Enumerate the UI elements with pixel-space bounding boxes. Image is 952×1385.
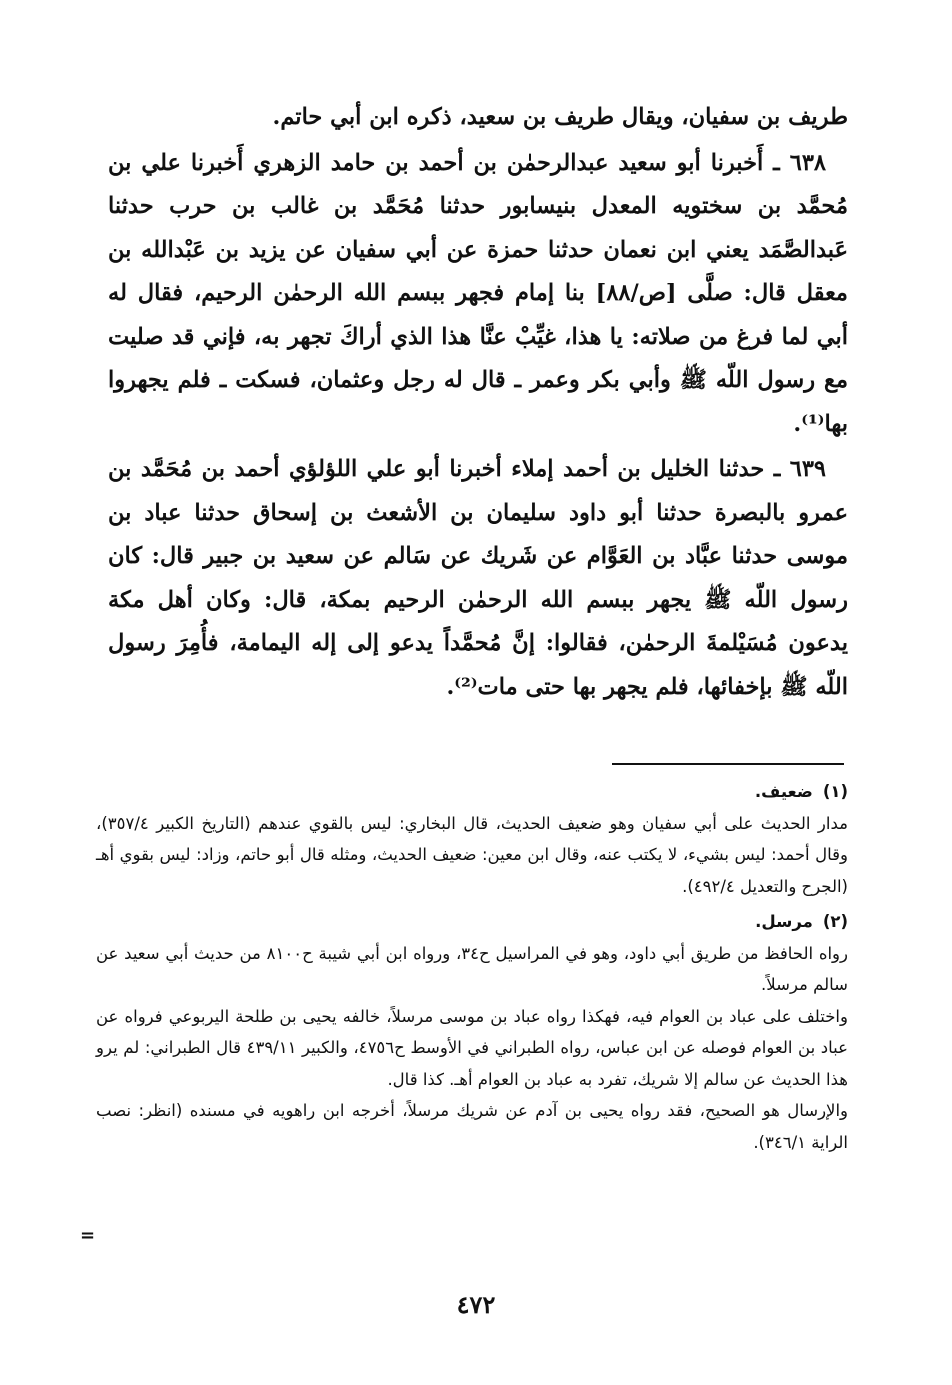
footnote-divider — [612, 763, 844, 765]
continuation-mark: = — [80, 1225, 96, 1246]
footnote-header — [96, 906, 848, 938]
footnote-number: (٢) — [822, 912, 848, 931]
hadith-639: ٦٣٩ ـ حدثنا الخليل بن أحمد إملاء أخبرنا أبو علي اللؤلؤي أحمد بن مُحَمَّد بن عمرو بالبصرة حدثنا أبو داود سليمان بن الأشعث بن إسحاق حدثنا عباد بن موسى حدثنا عبَّاد بن العَوَّام عن شَريك عن سَالم عن سعيد بن جبير قال: كان رسول اللّه ﷺ يجهر ببسم الله الرحمٰن الرحيم بمكة، قال: وكان أهل مكة يدعون مُسَيْلمةَ الرحمٰن، فقالوا: إنَّ مُحمَّداً يدعو إلى إله اليمامة، فأُمِرَ رسول اللّه ﷺ بإخفائها، فلم يجهر بها حتى مات⁽²⁾. — [108, 456, 848, 700]
footnote-body — [96, 938, 848, 1159]
main-text — [108, 96, 848, 709]
footnote-header — [96, 776, 848, 808]
footnote-paragraph: والإرسال هو الصحيح، فقد رواه يحيى بن آدم عن شريك مرسلاً، أخرجه ابن راهويه في مسنده (انظر: نصب الراية ٣٤٦/١). — [96, 1101, 848, 1152]
page-number: ٤٧٢ — [456, 1290, 496, 1319]
footnote-number: (١) — [822, 782, 848, 801]
footnote-paragraph: واختلف على عباد بن العوام فيه، فهكذا رواه عباد بن موسى مرسلاً، خالفه يحيى بن طلحة اليربوعي فرواه عن عباد بن العوام فوصله عن ابن عباس، رواه الطبراني في الأوسط ح٤٧٥٦، والكبير ٤٣٩/١١ قال الطبراني: لم يرو هذا الحديث عن سالم إلا شريك، تفرد به عباد بن العوام أهـ. كذا قال. — [96, 1006, 848, 1089]
hadith-638: ٦٣٨ ـ أَخبرنا أبو سعيد عبدالرحمٰن بن أحمد بن حامد الزهري أَخبرنا علي بن مُحمَّد بن سختويه المعدل بنيسابور حدثنا مُحَمَّد بن غالب بن حرب حدثنا عَبدالصَّمَد يعني ابن نعمان حدثنا حمزة عن أبي سفيان عن يزيد بن عَبْدالله بن معقل قال: صلَّى [ص/٨٨] بنا إمام فجهر ببسم الله الرحمٰن الرحيم، فقال له أبي لما فرغ من صلاته: يا هذا، غيِّبْ عنَّا هذا الذي أراكَ تجهر به، فإني قد صليت مع رسول اللّه ﷺ وأبي بكر وعمر ـ قال له رجل وعثمان، فسكت ـ فلم يجهروا بها⁽¹⁾. — [108, 149, 848, 437]
footnote-paragraph: مدار الحديث على أبي سفيان وهو ضعيف الحديث، قال البخاري: ليس بالقوي عندهم (التاريخ الكبير ٣٥٧/٤)، وقال أحمد: ليس بشيء، لا يكتب عنه، وقال ابن معين: ضعيف الحديث، ومثله قال أبو حاتم، وزاد: ليس بقوي أهـ (الجرح والتعديل ٤٩٢/٤). — [96, 813, 848, 896]
footnote-grade: مرسل. — [755, 912, 813, 931]
footnote-1 — [96, 776, 848, 902]
footnote-2 — [96, 906, 848, 1158]
footnote-body — [96, 808, 848, 903]
footnotes — [96, 776, 848, 1158]
footnote-grade: ضعيف. — [754, 782, 813, 801]
footnote-paragraph: رواه الحافظ من طريق أبي داود، وهو في المراسيل ح٣٤، ورواه ابن أبي شيبة ح٨١٠٠ من حديث أبي سعيد عن سالم مرسلاً. — [96, 943, 848, 994]
opening-line: طريف بن سفيان، ويقال طريف بن سعيد، ذكره ابن أبي حاتم. — [272, 104, 848, 130]
